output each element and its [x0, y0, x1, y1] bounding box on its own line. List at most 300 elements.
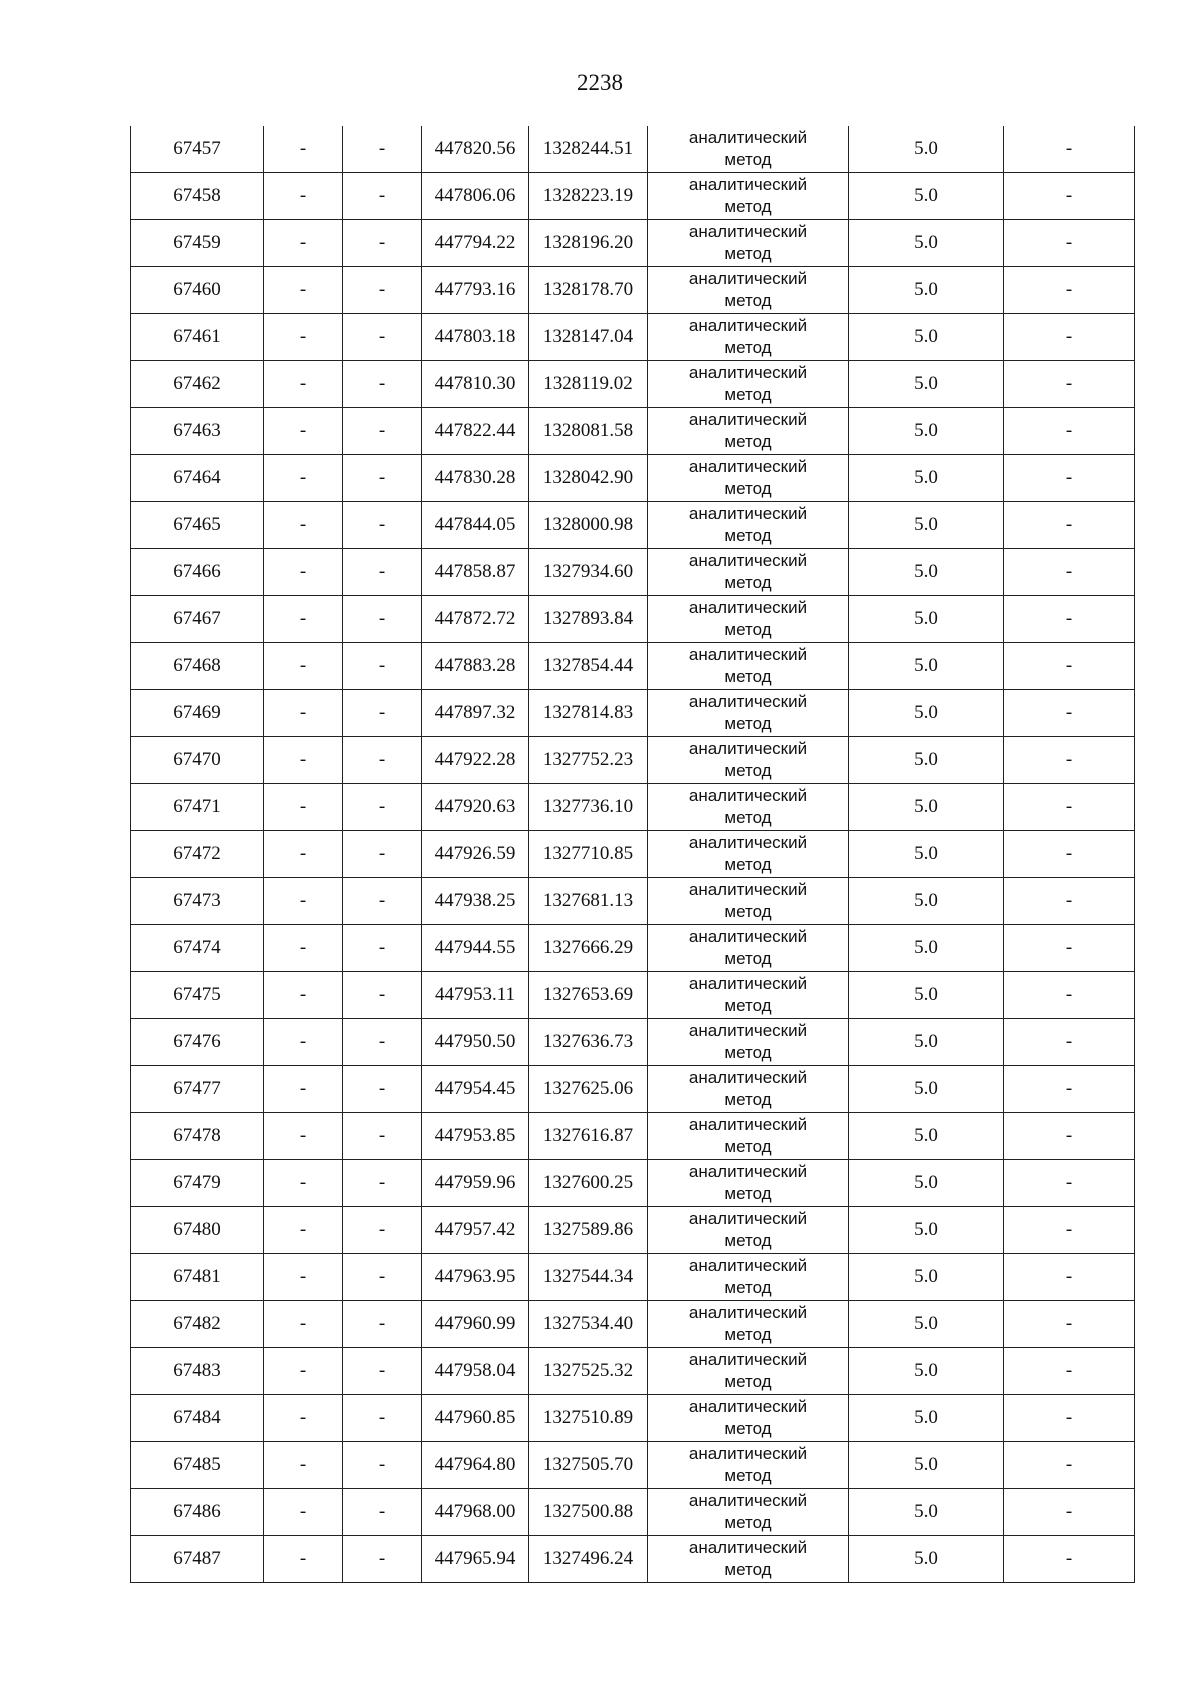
method-line-2: метод: [724, 526, 772, 545]
method-line-1: аналитический: [688, 974, 808, 993]
method-line-2: метод: [724, 479, 772, 498]
point-number-cell: 67467: [131, 596, 264, 643]
column-2-cell: -: [264, 361, 343, 408]
point-number-cell: 67457: [131, 126, 264, 173]
column-3-cell: -: [343, 1160, 422, 1207]
accuracy-cell: 5.0: [849, 1207, 1004, 1254]
method-line-1: аналитический: [688, 316, 808, 335]
y-coordinate-cell: 1328147.04: [529, 314, 648, 361]
x-coordinate-cell: 447938.25: [422, 878, 529, 925]
method-line-1: аналитический: [688, 504, 808, 523]
accuracy-cell: 5.0: [849, 1442, 1004, 1489]
column-2-cell: -: [264, 408, 343, 455]
method-line-2: метод: [724, 432, 772, 451]
method-line-2: метод: [724, 620, 772, 639]
table-row: [131, 1348, 1135, 1395]
column-2-cell: -: [264, 502, 343, 549]
column-3-cell: -: [343, 408, 422, 455]
column-3-cell: -: [343, 784, 422, 831]
point-number-cell: 67485: [131, 1442, 264, 1489]
note-cell: -: [1004, 173, 1135, 220]
accuracy-cell: 5.0: [849, 1019, 1004, 1066]
method-line-1: аналитический: [688, 457, 808, 476]
x-coordinate-cell: 447960.99: [422, 1301, 529, 1348]
column-3-cell: -: [343, 1489, 422, 1536]
x-coordinate-cell: 447965.94: [422, 1536, 529, 1583]
method-cell: [648, 831, 849, 878]
x-coordinate-cell: 447806.06: [422, 173, 529, 220]
column-2-cell: -: [264, 1536, 343, 1583]
method-line-1: аналитический: [688, 645, 808, 664]
method-line-2: метод: [724, 1137, 772, 1156]
point-number-cell: 67470: [131, 737, 264, 784]
table-row: [131, 1442, 1135, 1489]
accuracy-cell: 5.0: [849, 784, 1004, 831]
method-line-2: метод: [724, 1043, 772, 1062]
accuracy-cell: 5.0: [849, 831, 1004, 878]
method-cell: [648, 1019, 849, 1066]
y-coordinate-cell: 1327653.69: [529, 972, 648, 1019]
accuracy-cell: 5.0: [849, 1348, 1004, 1395]
note-cell: -: [1004, 972, 1135, 1019]
column-3-cell: -: [343, 502, 422, 549]
table-row: [131, 220, 1135, 267]
accuracy-cell: 5.0: [849, 972, 1004, 1019]
column-3-cell: -: [343, 1066, 422, 1113]
column-3-cell: -: [343, 314, 422, 361]
method-cell: [648, 1113, 849, 1160]
y-coordinate-cell: 1328042.90: [529, 455, 648, 502]
coordinates-table: [130, 126, 1135, 1583]
method-line-2: метод: [724, 1372, 772, 1391]
method-line-1: аналитический: [688, 410, 808, 429]
table-row: [131, 1160, 1135, 1207]
method-line-1: аналитический: [688, 1115, 808, 1134]
table-row: [131, 972, 1135, 1019]
table-row: [131, 126, 1135, 173]
note-cell: -: [1004, 690, 1135, 737]
note-cell: -: [1004, 361, 1135, 408]
y-coordinate-cell: 1327736.10: [529, 784, 648, 831]
column-3-cell: -: [343, 126, 422, 173]
note-cell: -: [1004, 784, 1135, 831]
x-coordinate-cell: 447968.00: [422, 1489, 529, 1536]
y-coordinate-cell: 1327681.13: [529, 878, 648, 925]
note-cell: -: [1004, 1160, 1135, 1207]
column-2-cell: -: [264, 596, 343, 643]
method-line-1: аналитический: [688, 1021, 808, 1040]
point-number-cell: 67482: [131, 1301, 264, 1348]
method-line-2: метод: [724, 667, 772, 686]
note-cell: -: [1004, 1395, 1135, 1442]
x-coordinate-cell: 447953.11: [422, 972, 529, 1019]
method-cell: [648, 784, 849, 831]
method-cell: [648, 1489, 849, 1536]
point-number-cell: 67461: [131, 314, 264, 361]
point-number-cell: 67466: [131, 549, 264, 596]
x-coordinate-cell: 447883.28: [422, 643, 529, 690]
note-cell: -: [1004, 455, 1135, 502]
x-coordinate-cell: 447959.96: [422, 1160, 529, 1207]
table-row: [131, 925, 1135, 972]
method-line-2: метод: [724, 855, 772, 874]
note-cell: -: [1004, 1019, 1135, 1066]
x-coordinate-cell: 447958.04: [422, 1348, 529, 1395]
column-3-cell: -: [343, 173, 422, 220]
column-3-cell: -: [343, 1019, 422, 1066]
y-coordinate-cell: 1327636.73: [529, 1019, 648, 1066]
method-cell: [648, 1254, 849, 1301]
point-number-cell: 67474: [131, 925, 264, 972]
point-number-cell: 67480: [131, 1207, 264, 1254]
column-3-cell: -: [343, 690, 422, 737]
method-cell: [648, 1301, 849, 1348]
table-row: [131, 549, 1135, 596]
method-line-2: метод: [724, 1560, 772, 1579]
column-2-cell: -: [264, 1489, 343, 1536]
point-number-cell: 67476: [131, 1019, 264, 1066]
y-coordinate-cell: 1328119.02: [529, 361, 648, 408]
column-2-cell: -: [264, 737, 343, 784]
note-cell: -: [1004, 126, 1135, 173]
table-row: [131, 361, 1135, 408]
method-cell: [648, 1207, 849, 1254]
accuracy-cell: 5.0: [849, 1301, 1004, 1348]
y-coordinate-cell: 1327589.86: [529, 1207, 648, 1254]
note-cell: -: [1004, 267, 1135, 314]
table-row: [131, 831, 1135, 878]
method-cell: [648, 643, 849, 690]
x-coordinate-cell: 447954.45: [422, 1066, 529, 1113]
x-coordinate-cell: 447820.56: [422, 126, 529, 173]
x-coordinate-cell: 447922.28: [422, 737, 529, 784]
method-line-2: метод: [724, 291, 772, 310]
column-3-cell: -: [343, 267, 422, 314]
x-coordinate-cell: 447793.16: [422, 267, 529, 314]
accuracy-cell: 5.0: [849, 502, 1004, 549]
accuracy-cell: 5.0: [849, 1160, 1004, 1207]
y-coordinate-cell: 1328223.19: [529, 173, 648, 220]
y-coordinate-cell: 1327814.83: [529, 690, 648, 737]
method-cell: [648, 596, 849, 643]
column-2-cell: -: [264, 1395, 343, 1442]
column-3-cell: -: [343, 596, 422, 643]
accuracy-cell: 5.0: [849, 314, 1004, 361]
method-cell: [648, 925, 849, 972]
method-cell: [648, 408, 849, 455]
x-coordinate-cell: 447957.42: [422, 1207, 529, 1254]
y-coordinate-cell: 1327525.32: [529, 1348, 648, 1395]
column-3-cell: -: [343, 831, 422, 878]
table-row: [131, 1254, 1135, 1301]
x-coordinate-cell: 447872.72: [422, 596, 529, 643]
method-line-1: аналитический: [688, 1209, 808, 1228]
column-2-cell: -: [264, 1254, 343, 1301]
accuracy-cell: 5.0: [849, 596, 1004, 643]
x-coordinate-cell: 447960.85: [422, 1395, 529, 1442]
y-coordinate-cell: 1328196.20: [529, 220, 648, 267]
column-3-cell: -: [343, 1254, 422, 1301]
note-cell: -: [1004, 643, 1135, 690]
table-row: [131, 1536, 1135, 1583]
method-line-1: аналитический: [688, 1444, 808, 1463]
accuracy-cell: 5.0: [849, 220, 1004, 267]
method-line-2: метод: [724, 385, 772, 404]
method-line-2: метод: [724, 150, 772, 169]
method-line-2: метод: [724, 902, 772, 921]
note-cell: -: [1004, 878, 1135, 925]
column-3-cell: -: [343, 925, 422, 972]
table-row: [131, 784, 1135, 831]
table-body: [131, 126, 1135, 1583]
method-line-2: метод: [724, 761, 772, 780]
accuracy-cell: 5.0: [849, 267, 1004, 314]
method-cell: [648, 1536, 849, 1583]
method-cell: [648, 878, 849, 925]
point-number-cell: 67460: [131, 267, 264, 314]
method-line-2: метод: [724, 1184, 772, 1203]
method-cell: [648, 1395, 849, 1442]
note-cell: -: [1004, 925, 1135, 972]
note-cell: -: [1004, 314, 1135, 361]
note-cell: -: [1004, 502, 1135, 549]
table-row: [131, 643, 1135, 690]
table-row: [131, 1395, 1135, 1442]
table-row: [131, 267, 1135, 314]
table-row: [131, 314, 1135, 361]
table-row: [131, 1113, 1135, 1160]
method-line-2: метод: [724, 1466, 772, 1485]
column-3-cell: -: [343, 1301, 422, 1348]
x-coordinate-cell: 447844.05: [422, 502, 529, 549]
x-coordinate-cell: 447926.59: [422, 831, 529, 878]
column-2-cell: -: [264, 1442, 343, 1489]
method-cell: [648, 455, 849, 502]
table-row: [131, 1019, 1135, 1066]
method-cell: [648, 737, 849, 784]
column-2-cell: -: [264, 925, 343, 972]
accuracy-cell: 5.0: [849, 878, 1004, 925]
method-cell: [648, 972, 849, 1019]
y-coordinate-cell: 1327616.87: [529, 1113, 648, 1160]
note-cell: -: [1004, 220, 1135, 267]
x-coordinate-cell: 447944.55: [422, 925, 529, 972]
y-coordinate-cell: 1327893.84: [529, 596, 648, 643]
column-2-cell: -: [264, 1113, 343, 1160]
table-row: [131, 173, 1135, 220]
point-number-cell: 67473: [131, 878, 264, 925]
accuracy-cell: 5.0: [849, 549, 1004, 596]
x-coordinate-cell: 447822.44: [422, 408, 529, 455]
table-row: [131, 1489, 1135, 1536]
method-line-2: метод: [724, 808, 772, 827]
column-3-cell: -: [343, 455, 422, 502]
y-coordinate-cell: 1327544.34: [529, 1254, 648, 1301]
accuracy-cell: 5.0: [849, 1489, 1004, 1536]
method-cell: [648, 502, 849, 549]
x-coordinate-cell: 447950.50: [422, 1019, 529, 1066]
note-cell: -: [1004, 596, 1135, 643]
accuracy-cell: 5.0: [849, 737, 1004, 784]
method-line-2: метод: [724, 949, 772, 968]
method-cell: [648, 690, 849, 737]
note-cell: -: [1004, 1254, 1135, 1301]
column-2-cell: -: [264, 126, 343, 173]
accuracy-cell: 5.0: [849, 1254, 1004, 1301]
method-line-1: аналитический: [688, 1538, 808, 1557]
method-cell: [648, 173, 849, 220]
method-line-2: метод: [724, 714, 772, 733]
column-2-cell: -: [264, 972, 343, 1019]
point-number-cell: 67468: [131, 643, 264, 690]
method-cell: [648, 267, 849, 314]
column-2-cell: -: [264, 173, 343, 220]
column-2-cell: -: [264, 1066, 343, 1113]
column-3-cell: -: [343, 361, 422, 408]
method-line-1: аналитический: [688, 1491, 808, 1510]
column-3-cell: -: [343, 220, 422, 267]
column-2-cell: -: [264, 643, 343, 690]
method-line-1: аналитический: [688, 1350, 808, 1369]
note-cell: -: [1004, 1489, 1135, 1536]
x-coordinate-cell: 447964.80: [422, 1442, 529, 1489]
y-coordinate-cell: 1327600.25: [529, 1160, 648, 1207]
note-cell: -: [1004, 1066, 1135, 1113]
method-cell: [648, 126, 849, 173]
note-cell: -: [1004, 549, 1135, 596]
y-coordinate-cell: 1327934.60: [529, 549, 648, 596]
method-line-1: аналитический: [688, 363, 808, 382]
point-number-cell: 67464: [131, 455, 264, 502]
method-line-1: аналитический: [688, 786, 808, 805]
column-2-cell: -: [264, 831, 343, 878]
note-cell: -: [1004, 1348, 1135, 1395]
method-line-1: аналитический: [688, 739, 808, 758]
accuracy-cell: 5.0: [849, 455, 1004, 502]
x-coordinate-cell: 447953.85: [422, 1113, 529, 1160]
method-line-1: аналитический: [688, 269, 808, 288]
accuracy-cell: 5.0: [849, 1536, 1004, 1583]
accuracy-cell: 5.0: [849, 643, 1004, 690]
method-line-2: метод: [724, 244, 772, 263]
point-number-cell: 67486: [131, 1489, 264, 1536]
method-line-2: метод: [724, 1231, 772, 1250]
column-2-cell: -: [264, 784, 343, 831]
column-2-cell: -: [264, 549, 343, 596]
method-line-2: метод: [724, 1513, 772, 1532]
method-line-1: аналитический: [688, 1068, 808, 1087]
point-number-cell: 67469: [131, 690, 264, 737]
column-2-cell: -: [264, 1348, 343, 1395]
note-cell: -: [1004, 737, 1135, 784]
method-cell: [648, 1160, 849, 1207]
column-3-cell: -: [343, 1348, 422, 1395]
column-2-cell: -: [264, 1301, 343, 1348]
point-number-cell: 67459: [131, 220, 264, 267]
table-row: [131, 690, 1135, 737]
column-2-cell: -: [264, 267, 343, 314]
page-number: 2238: [577, 70, 623, 95]
column-2-cell: -: [264, 455, 343, 502]
x-coordinate-cell: 447897.32: [422, 690, 529, 737]
table-row: [131, 878, 1135, 925]
method-cell: [648, 220, 849, 267]
point-number-cell: 67479: [131, 1160, 264, 1207]
y-coordinate-cell: 1328178.70: [529, 267, 648, 314]
column-3-cell: -: [343, 1395, 422, 1442]
y-coordinate-cell: 1327710.85: [529, 831, 648, 878]
column-3-cell: -: [343, 643, 422, 690]
method-line-1: аналитический: [688, 880, 808, 899]
method-line-2: метод: [724, 338, 772, 357]
column-3-cell: -: [343, 1113, 422, 1160]
accuracy-cell: 5.0: [849, 361, 1004, 408]
y-coordinate-cell: 1327496.24: [529, 1536, 648, 1583]
accuracy-cell: 5.0: [849, 126, 1004, 173]
point-number-cell: 67475: [131, 972, 264, 1019]
note-cell: -: [1004, 408, 1135, 455]
x-coordinate-cell: 447858.87: [422, 549, 529, 596]
table-row: [131, 408, 1135, 455]
point-number-cell: 67487: [131, 1536, 264, 1583]
method-line-2: метод: [724, 197, 772, 216]
y-coordinate-cell: 1327666.29: [529, 925, 648, 972]
column-2-cell: -: [264, 1019, 343, 1066]
column-2-cell: -: [264, 220, 343, 267]
y-coordinate-cell: 1327854.44: [529, 643, 648, 690]
table-row: [131, 1301, 1135, 1348]
y-coordinate-cell: 1327752.23: [529, 737, 648, 784]
method-cell: [648, 1348, 849, 1395]
table-row: [131, 596, 1135, 643]
y-coordinate-cell: 1327505.70: [529, 1442, 648, 1489]
point-number-cell: 67478: [131, 1113, 264, 1160]
method-line-2: метод: [724, 573, 772, 592]
column-3-cell: -: [343, 549, 422, 596]
method-line-1: аналитический: [688, 598, 808, 617]
note-cell: -: [1004, 1207, 1135, 1254]
note-cell: -: [1004, 1536, 1135, 1583]
accuracy-cell: 5.0: [849, 1113, 1004, 1160]
point-number-cell: 67465: [131, 502, 264, 549]
y-coordinate-cell: 1328000.98: [529, 502, 648, 549]
method-cell: [648, 361, 849, 408]
accuracy-cell: 5.0: [849, 690, 1004, 737]
y-coordinate-cell: 1327534.40: [529, 1301, 648, 1348]
y-coordinate-cell: 1328081.58: [529, 408, 648, 455]
column-2-cell: -: [264, 1207, 343, 1254]
method-line-2: метод: [724, 1419, 772, 1438]
point-number-cell: 67472: [131, 831, 264, 878]
method-line-1: аналитический: [688, 222, 808, 241]
method-cell: [648, 1066, 849, 1113]
note-cell: -: [1004, 831, 1135, 878]
method-cell: [648, 549, 849, 596]
method-line-1: аналитический: [688, 128, 808, 147]
method-line-1: аналитический: [688, 1397, 808, 1416]
method-line-2: метод: [724, 1325, 772, 1344]
column-3-cell: -: [343, 1207, 422, 1254]
column-3-cell: -: [343, 1442, 422, 1489]
column-2-cell: -: [264, 878, 343, 925]
method-line-1: аналитический: [688, 833, 808, 852]
point-number-cell: 67458: [131, 173, 264, 220]
method-line-1: аналитический: [688, 551, 808, 570]
point-number-cell: 67483: [131, 1348, 264, 1395]
column-3-cell: -: [343, 737, 422, 784]
method-line-2: метод: [724, 996, 772, 1015]
method-line-1: аналитический: [688, 175, 808, 194]
